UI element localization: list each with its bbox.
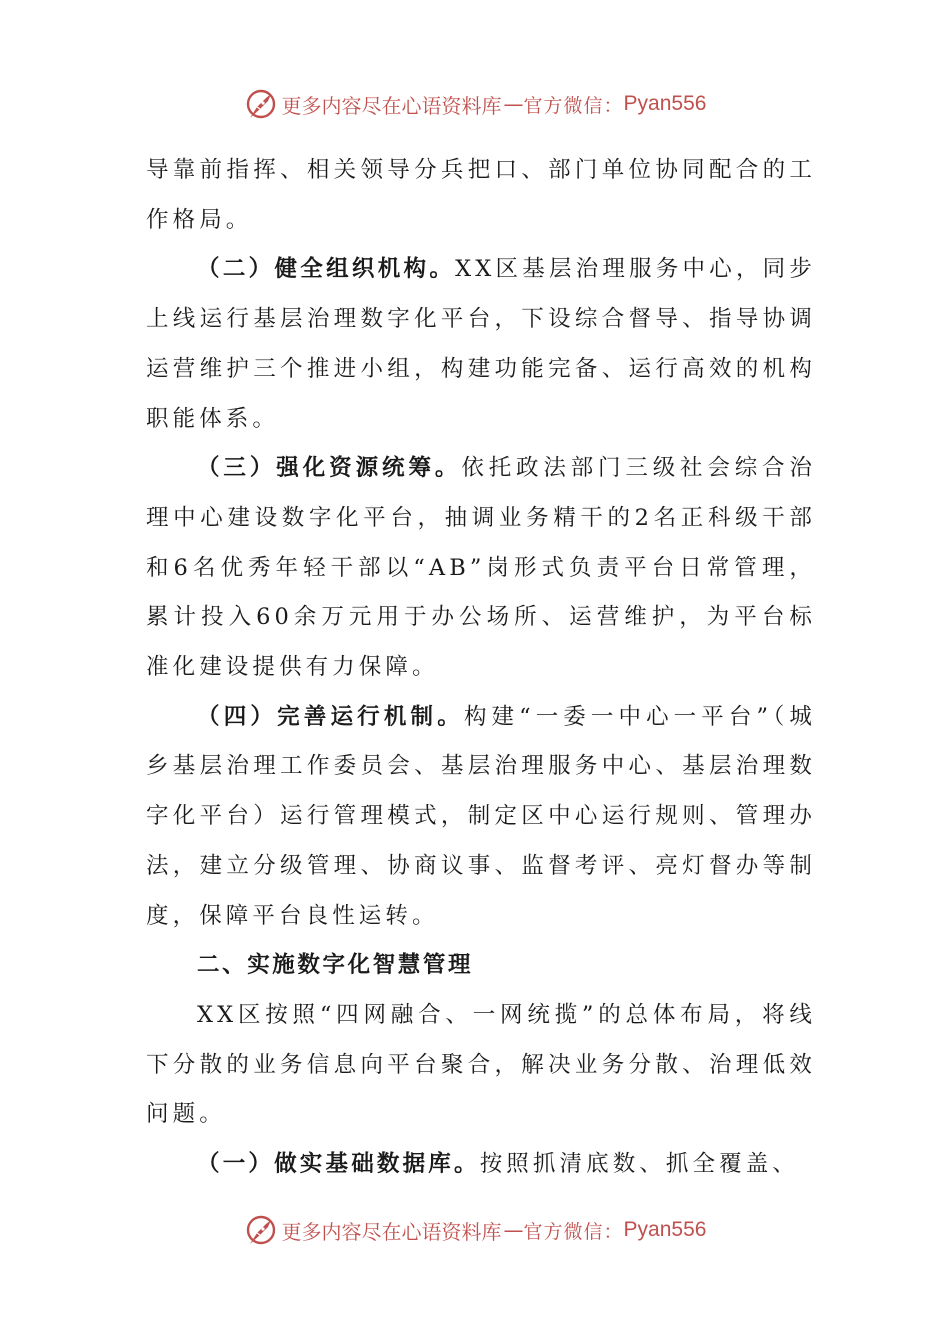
watermark-wechat-id: Pyan556 <box>623 1218 707 1241</box>
section-heading: 二、实施数字化智慧管理 <box>197 952 474 979</box>
watermark-banner-bottom <box>0 1208 950 1252</box>
paragraph-resources <box>146 444 816 693</box>
paragraph-organization <box>146 245 816 444</box>
paragraph-database <box>146 1140 816 1190</box>
watermark-separator: — <box>503 1218 522 1242</box>
paragraph-text: XX区基层治理服务中心，同步上线运行基层治理数字化平台，下设综合督导、指导协调运营维护三个推进小组，构建功能完备、运行高效的机构职能体系。 <box>146 256 816 432</box>
watermark-banner-top <box>0 82 950 126</box>
document-body <box>146 146 816 1190</box>
paragraph-text: 导靠前指挥、相关领导分兵把口、部门单位协同配合的工作格局。 <box>146 157 816 233</box>
paragraph-text: 依托政法部门三级社会综合治理中心建设数字化平台，抽调业务精干的2名正科级干部和6名优秀年轻干部以“AB”岗形式负责平台日常管理，累计投入60余万元用于办公场所、运营维护，为平台标准化建设提供有力保障。 <box>146 455 816 681</box>
paragraph-text: 构建“一委一中心一平台”（城乡基层治理工作委员会、基层治理服务中心、基层治理数字化平台）运行管理模式，制定区中心运行规则、管理办法，建立分级管理、协商议事、监督考评、亮灯督办等制度，保障平台良性运转。 <box>146 703 816 929</box>
watermark-text: 更多内容尽在心语资料库 <box>281 1219 502 1244</box>
paragraph-continuation <box>146 146 816 245</box>
watermark-text: 更多内容尽在心语资料库 <box>281 93 502 118</box>
pen-nib-logo-icon <box>244 1213 278 1247</box>
paragraph-text: XX区按照“四网融合、一网统揽”的总体布局，将线下分散的业务信息向平台聚合，解决业务分散、治理低效问题。 <box>146 1001 816 1128</box>
paragraph-section-intro <box>146 991 816 1140</box>
paragraph-text: 按照抓清底数、抓全覆盖、 <box>479 1151 799 1178</box>
watermark-wechat-label: 官方微信： <box>523 1220 624 1243</box>
paragraph-lead: （二）健全组织机构。 <box>197 256 456 283</box>
paragraph-mechanism <box>146 693 816 942</box>
watermark-wechat-id: Pyan556 <box>623 92 707 115</box>
paragraph-lead: （三）强化资源统筹。 <box>197 455 462 482</box>
watermark-wechat-label: 官方微信： <box>523 94 624 117</box>
paragraph-lead: （一）做实基础数据库。 <box>197 1151 480 1178</box>
watermark-separator: — <box>503 92 522 116</box>
paragraph-lead: （四）完善运行机制。 <box>197 703 464 730</box>
pen-nib-logo-icon <box>244 87 278 121</box>
